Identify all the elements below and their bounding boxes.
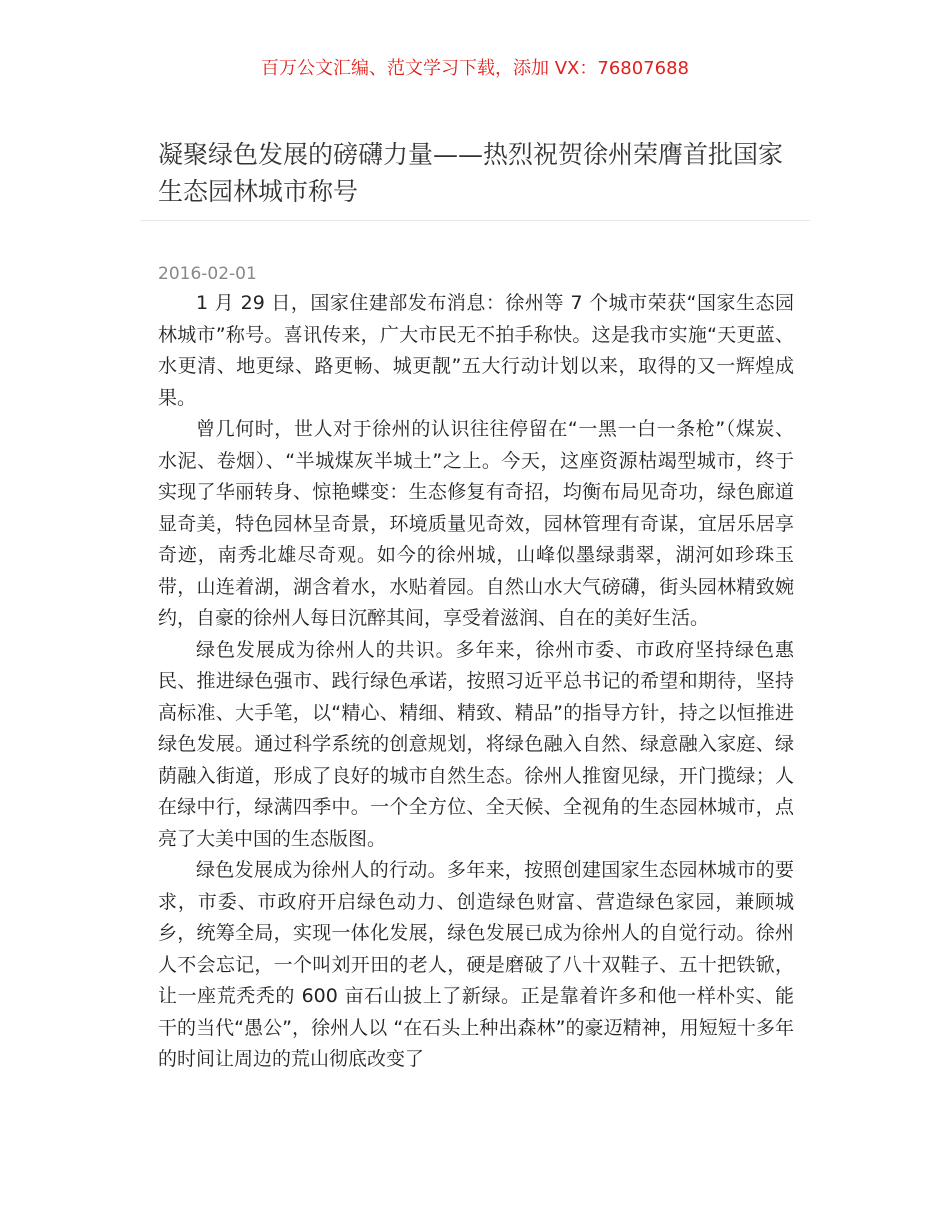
article-paragraph: 绿色发展成为徐州人的行动。多年来，按照创建国家生态园林城市的要求，市委、市政府开启绿色动力、创造绿色财富、营造绿色家园，兼顾城乡，统筹全局，实现一体化发展，绿色发展已成为徐州人的自觉行动。徐州人不会忘记，一个叫刘开田的老人，硬是磨破了八十双鞋子、五十把铁锨，让一座荒秃秃的 600 亩石山披上了新绿。正是靠着许多和他一样朴实、能干的当代“愚公”，徐州人以 “在石头上种出森林”的豪迈精神，用短短十多年的时间让周边的荒山彻底改变了	[158, 859, 794, 1070]
title-divider	[140, 220, 810, 221]
article-paragraph: 绿色发展成为徐州人的共识。多年来，徐州市委、市政府坚持绿色惠民、推进绿色强市、践行绿色承诺，按照习近平总书记的希望和期待，坚持高标准、大手笔，以“精心、精细、精致、精品”的指导方针，持之以恒推进绿色发展。通过科学系统的创意规划，将绿色融入自然、绿意融入家庭、绿荫融入街道，形成了良好的城市自然生态。徐州人推窗见绿，开门揽绿；人在绿中行，绿满四季中。一个全方位、全天候、全视角的生态园林城市，点亮了大美中国的生态版图。	[158, 638, 794, 850]
article-body	[158, 288, 794, 1118]
article-paragraph: 曾几何时，世人对于徐州的认识往往停留在“一黑一白一条枪”（煤炭、水泥、卷烟）、“半城煤灰半城土”之上。今天，这座资源枯竭型城市，终于实现了华丽转身、惊艳蝶变：生态修复有奇招，均衡布局见奇功，绿色廊道显奇美，特色园林呈奇景，环境质量见奇效，园林管理有奇谋，宜居乐居享奇迹，南秀北雄尽奇观。如今的徐州城，山峰似墨绿翡翠，湖河如珍珠玉带，山连着湖，湖含着水，水贴着园。自然山水大气磅礴，街头园林精致婉约，自豪的徐州人每日沉醉其间，享受着滋润、自在的美好生活。	[158, 418, 794, 629]
article-title: 凝聚绿色发展的磅礴力量——热烈祝贺徐州荣膺首批国家生态园林城市称号	[158, 140, 784, 206]
promo-banner: 百万公文汇编、范文学习下载，添加 VX：76807688	[261, 58, 689, 79]
article-paragraph: 1 月 29 日，国家住建部发布消息：徐州等 7 个城市荣获“国家生态园林城市”称号。喜讯传来，广大市民无不拍手称快。这是我市实施“天更蓝、水更清、地更绿、路更畅、城更靓”五大行动计划以来，取得的又一辉煌成果。	[158, 292, 794, 409]
publish-date: 2016-02-01	[158, 264, 257, 284]
